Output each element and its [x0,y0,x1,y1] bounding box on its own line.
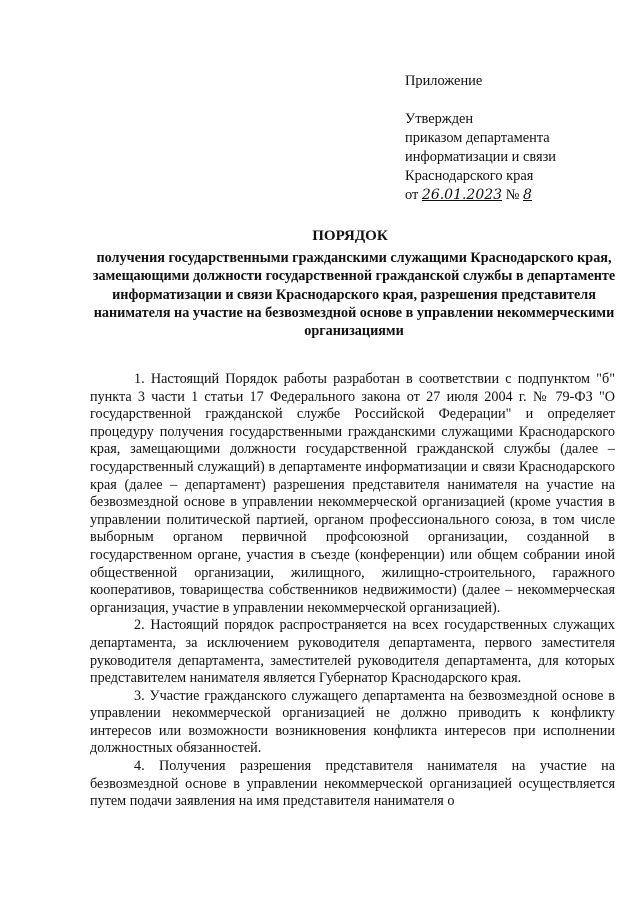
paragraph-4: 4. Получения разрешения представителя нанимателя на участие на безвозмездной основе в управлении некоммерческой организацией осуществляется путем подачи заявления на имя представителя нанимателя о [90,758,615,810]
number-prefix: № [505,187,520,203]
handwritten-number: 8 [523,187,532,203]
approval-block [405,72,635,205]
approval-line-approved: Утвержден [405,111,474,127]
paragraph-2: 2. Настоящий порядок распространяется на всех государственных служащих департамента, за исключением руководителя департамента, первого заместителя руководителя департамента, заместителей руководителя департамента, для которых представителем нанимателя является Губернатор Краснодарского края. [90,617,615,687]
document-body [90,371,615,811]
appendix-label: Приложение [405,73,483,89]
paragraph-3: 3. Участие гражданского служащего департамента на безвозмездной основе в управлении некоммерческой организацией не должно приводить к конфликту интересов или возможности возникновения конфликта интересов при исполнении должностных обязанностей. [90,687,615,757]
approval-date-line [405,186,635,205]
paragraph-1: 1. Настоящий Порядок работы разработан в соответствии с подпунктом "б" пункта 3 части 1 статьи 17 Федерального закона от 27 июля 2004 г. № 79-ФЗ "О государственной гражданской службе Российской Федерации" и определяет процедуру получения государственными гражданскими служащими Краснодарского края, замещающими должности государственной гражданской службы (далее – государственный служащий) в департаменте информатизации и связи Краснодарского края (далее – департамент) разрешения представителя нанимателя на участие на безвозмездной основе в управлении некоммерческой организацией (кроме участия в управлении политической партией, органом профессионального союза, в том числе выборным органом первичной профсоюзной организации, созданной в государственном органе, участия в съезде (конференции) или общем собрании иной общественной организации, жилищного, жилищно-строительного, гаражного кооперативов, товарищества собственников недвижимости) (далее – некоммерческая организация, участие в управлении некоммерческой организацией). [90,371,615,616]
approval-line-department: информатизации и связи [405,149,556,165]
approval-line-order: приказом департамента [405,130,550,146]
approval-spacer [405,91,635,110]
document-title: ПОРЯДОК [312,228,388,244]
handwritten-date: 26.01.2023 [421,187,503,203]
approval-line-region: Краснодарского края [405,168,534,184]
date-prefix: от [405,187,419,203]
document-subtitle: получения государственными гражданскими служащими Краснодарского края, замещающими должности государственной гражданской службы в департаменте информатизации и связи Краснодарского края, разрешения представителя нанимателя на участие на безвозмездной основе в управлении некоммерческими организациями [92,250,616,340]
